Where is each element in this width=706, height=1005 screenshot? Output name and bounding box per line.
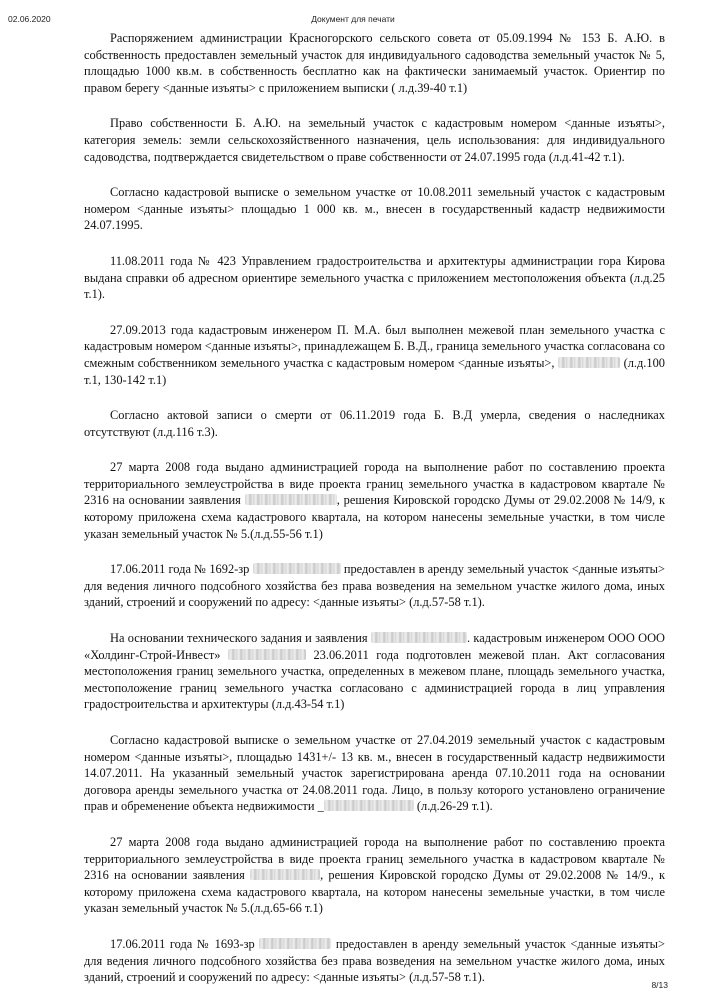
paragraph-8 (84, 561, 665, 611)
paragraph-9-text-a: На основании технического задания и заявления (110, 631, 368, 646)
paragraph-11-text-b: , решения Кировской городско Думы от 29.02.2008 № 14/9., к которому приложена схема кадастрового квартала, на котором нанесены земельные участки, в том числе указан земельный участок № 5.(л.д.65-66 т.1) (84, 868, 666, 916)
paragraph-5-text-a: 27.09.2013 года кадастровым инженером П. М.А. был выполнен межевой план земельного участка с кадастровым номером <данные изъяты>, принадлежащем Б. В.Д., граница земельного участка согласована со смежным собственником земельного участка с кадастровым номером <данные изъяты>, (84, 322, 665, 370)
paragraph-10-text-b: (л.д.26-29 т.1). (416, 799, 493, 814)
paragraph-10-text-a: Согласно кадастровой выписке о земельном участке от 27.04.2019 земельный участок с кадастровым номером <данные изъяты>, площадью 1431+/- 13 кв. м., внесен в государственный кадастр недвижимости 14.07.2011. На указанный земельный участок зарегистрирована аренда 07.10.2011 года на основании договора аренды земельного участка от 24.08.2011 года. Лицо, в пользу которого установлено ограничение прав и обременение объекта недвижимости _ (84, 733, 665, 814)
paragraph-12 (84, 936, 665, 986)
paragraph-11-text-a: 27 марта 2008 года выдано администрацией города на выполнение работ по составлению проекта территориального землеустройства в виде проекта границ земельного участка в кадастровом квартале № 2316 на основании заявления (84, 834, 665, 883)
paragraph-9-text-b: . кадастровым инженером ООО ООО «Холдинг-Строй-Инвест» (84, 631, 665, 662)
paragraph-9 (84, 630, 665, 713)
paragraph-8-text-b: предоставлен в аренду земельный участок <данные изъяты> для ведения личного подсобного хозяйства без права возведения на земельном участке жилого дома, иных зданий, строений и сооружений по адресу: <данные изъяты> (л.д.57-58 т.1). (84, 562, 665, 610)
print-header-title: Документ для печати (311, 14, 395, 24)
paragraph-9-text-c: 23.06.2011 года подготовлен межевой план. Акт согласования местоположения границ земельного участка, определенных в межевом плане, площадь земельного участка, местоположение границ земельного участка согласовано с администрацией города в лиц управления градостроительства и архитектуры (л.д.43-54 т.1) (84, 647, 665, 712)
paragraph-11 (84, 834, 665, 917)
redaction-mark (250, 869, 320, 880)
paragraph-12-text-b: предоставлен в аренду земельный участок <данные изъяты> для ведения личного подсобного хозяйства без права возведения на земельном участке жилого дома, иных зданий, строений и сооружений по адресу: <данные изъяты> (л.д.57-58 т.1). (84, 936, 665, 985)
print-date: 02.06.2020 (8, 14, 51, 24)
paragraph-1: Распоряжением администрации Красногорского сельского совета от 05.09.1994 № 153 Б. А.Ю. в собственность предоставлен земельный участок для индивидуального садоводства земельный участок № 5, площадью 1000 кв.м. в собственность бесплатно как на фактически занимаемый участок. Ориентир по правом берегу <данные изъяты> с приложением выписки ( л.д.39-40 т.1) (84, 31, 665, 95)
paragraph-6: Согласно актовой записи о смерти от 06.11.2019 года Б. В.Д умерла, сведения о наследниках отсутствуют (л.д.116 т.3). (84, 408, 665, 439)
page-number: 8/13 (651, 980, 668, 990)
redaction-mark (558, 357, 620, 368)
paragraph-12-text-a: 17.06.2011 года № 1693-зр (110, 936, 255, 951)
redaction-mark (371, 632, 467, 643)
paragraph-4: 11.08.2011 года № 423 Управлением градостроительства и архитектуры администрации гора Кирова выдана справки об адресном ориентире земельного участка с приложением местоположения объекта (л.д.25 т.1). (84, 253, 665, 302)
paragraph-5-text-b: (л.д.100 т.1, 130-142 т.1) (84, 355, 665, 387)
redaction-mark (253, 563, 341, 574)
redaction-mark (324, 800, 414, 811)
redaction-mark (245, 494, 337, 505)
paragraph-7 (84, 459, 665, 542)
paragraph-7-text-a: 27 марта 2008 года выдано администрацией города на выполнение работ по составлению проекта территориального землеустройства в виде проекта границ земельного участка в кадастровом квартале № 2316 на основании заявления (84, 460, 665, 508)
paragraph-2: Право собственности Б. А.Ю. на земельный участок с кадастровым номером <данные изъяты>, категория земель: земли сельскохозяйственного назначения, цель использования: для индивидуального садоводства, подтверждается свидетельством о праве собственности от 24.07.1995 года (л.д.41-42 т.1). (84, 116, 665, 164)
paragraph-8-text-a: 17.06.2011 года № 1692-зр (110, 562, 250, 577)
paragraph-3: Согласно кадастровой выписке о земельном участке от 10.08.2011 земельный участок с кадастровым номером <данные изъяты> площадью 1 000 кв. м., внесен в государственный кадастр недвижимости 24.07.1995. (84, 185, 665, 233)
paragraph-10 (84, 732, 665, 815)
redaction-mark (259, 938, 331, 949)
document-body (84, 30, 665, 1005)
redaction-mark (228, 649, 306, 660)
paragraph-7-text-b: , решения Кировской городско Думы от 29.02.2008 № 14/9, к которому приложена схема кадастрового квартала, на котором нанесены земельные участки, в том числе указан земельный участок № 5.(л.д.55-56 т.1) (84, 493, 665, 541)
paragraph-5 (84, 322, 665, 388)
